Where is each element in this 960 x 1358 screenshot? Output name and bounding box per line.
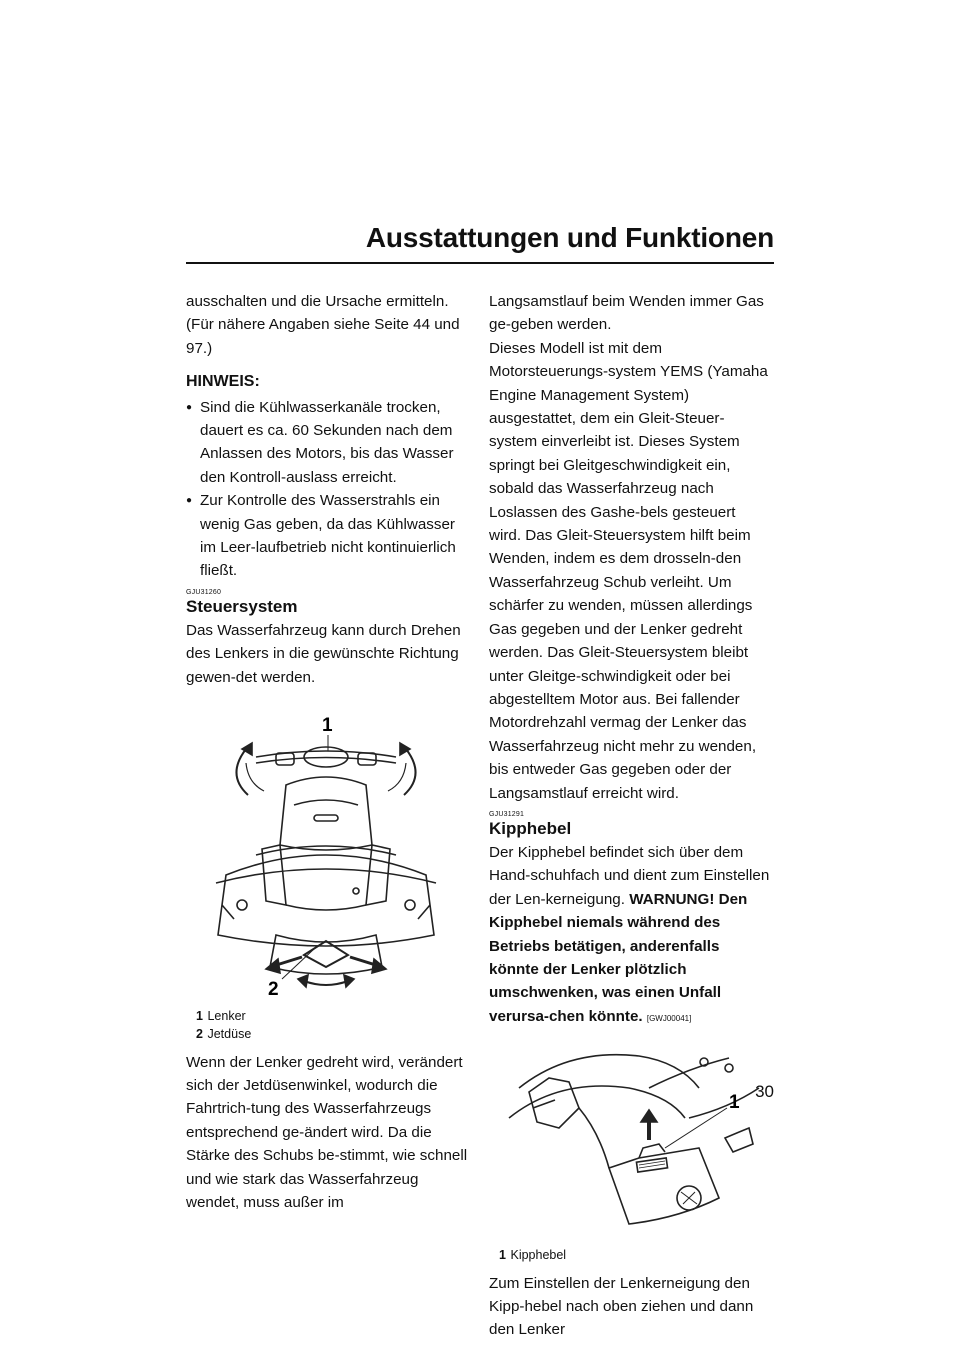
warning-text: WARNUNG! Den Kipphebel niemals während des Betriebs betätigen, anderenfalls könnte der Lenker plötzlich umschwenken, was einen Unfall verursa-chen könnte. [489,890,748,1025]
note-item: ● Sind die Kühlwasserkanäle trocken, dauert es ca. 60 Sekunden nach dem Anlassen des Motors, bis das Wasser den Kontroll-auslass erreicht. [186,396,468,490]
tilt-lever-figure [489,1048,771,1241]
section-title-kipphebel: Kipphebel [489,818,572,838]
tilt-lever-illustration [489,1048,771,1234]
callout-2: 2 [268,979,279,996]
note-item: ● Zur Kontrolle des Wasserstrahls ein wenig Gas geben, da das Kühlwasser im Leer-laufbetrieb nicht kontinuierlich fließt. [186,489,468,583]
section-paragraph: Das Wasserfahrzeug kann durch Drehen des Lenkers in die gewünschte Richtung gewen-det werden. [186,621,461,686]
yems-paragraph: Dieses Modell ist mit dem Motorsteuerungs-system YEMS (Yamaha Engine Management System) ausgestattet, dem ein Gleit-Steuer-system einverleibt ist. Dieses System springt bei Gleitgeschwindigkeit ein, sobald das Wasserfahrzeug nach Loslassen des Gashe-bels gesteuert wird. Das Gleit-Steuersystem hilft beim Wenden, indem es dem drosseln-den Wasserfahrzeug Schub verleiht. Um schärfer zu wenden, müssen allerdings Gas gegeben und der Lenker gedreht werden. Das Gleit-Steuersystem bleibt unter Gleitge-schwindigkeit oder bei abgestelltem Motor aus. Bei fallender Motordrehzahl vermag der Lenker das Wasserfahrzeug nicht mehr zu wenden, bis entweder Gas gegeben oder der Langsamstlauf erreicht wird. [489,339,768,802]
section-title-steuersystem: Steuersystem [186,596,298,616]
intro-paragraph: ausschalten und die Ursache ermitteln. (Für nähere Angaben siehe Seite 44 und 97.) [186,293,460,357]
figure-legend [499,1246,771,1264]
figure-legend [196,1007,468,1043]
right-column [489,290,771,1342]
page-number: 30 [755,1082,774,1101]
warning-ref: [GWJ00041] [646,1013,692,1023]
left-column [186,290,468,1214]
callout-1: 1 [322,715,333,737]
jetski-rear-illustration [186,705,468,995]
steering-figure [186,705,468,1002]
callout-1: 1 [729,1092,740,1114]
section-code: GJU31291 [489,810,525,818]
kipphebel-paragraph: Der Kipphebel befindet sich über dem Hand-schuhfach und dient zum Einstellen der Len-kerneigung. WARNUNG! Den Kipphebel niemals während des Betriebs betätigen, anderenfalls könnte der Lenker plötzlich umschwenken, was einen Unfall verursa-chen könnte. [GWJ00041] [489,843,770,1025]
header-rule [186,262,774,264]
legend-item: 1 Lenker [196,1008,246,1023]
legend-item: 2 Jetdüse [196,1026,252,1041]
continuation-paragraph: Langsamstlauf beim Wenden immer Gas ge-geben werden. [489,293,764,334]
page-title: Ausstattungen und Funktionen [365,222,774,253]
note-list [186,396,468,583]
after-figure-paragraph: Wenn der Lenker gedreht wird, verändert sich der Jetdüsenwinkel, wodurch die Fahrtrich-tung des Wasserfahrzeugs entsprechend ge-ändert wird. Da die Stärke des Schubs be-stimmt, wie schnell und wie stark das Wasserfahrzeug wendet, muss außer im [186,1053,468,1211]
legend-item: 1 Kipphebel [499,1247,567,1262]
note-title: HINWEIS: [186,373,260,391]
section-code: GJU31260 [186,588,222,596]
after-figure-paragraph: Zum Einstellen der Lenkerneigung den Kipp-hebel nach oben ziehen und dann den Lenker [489,1274,754,1339]
